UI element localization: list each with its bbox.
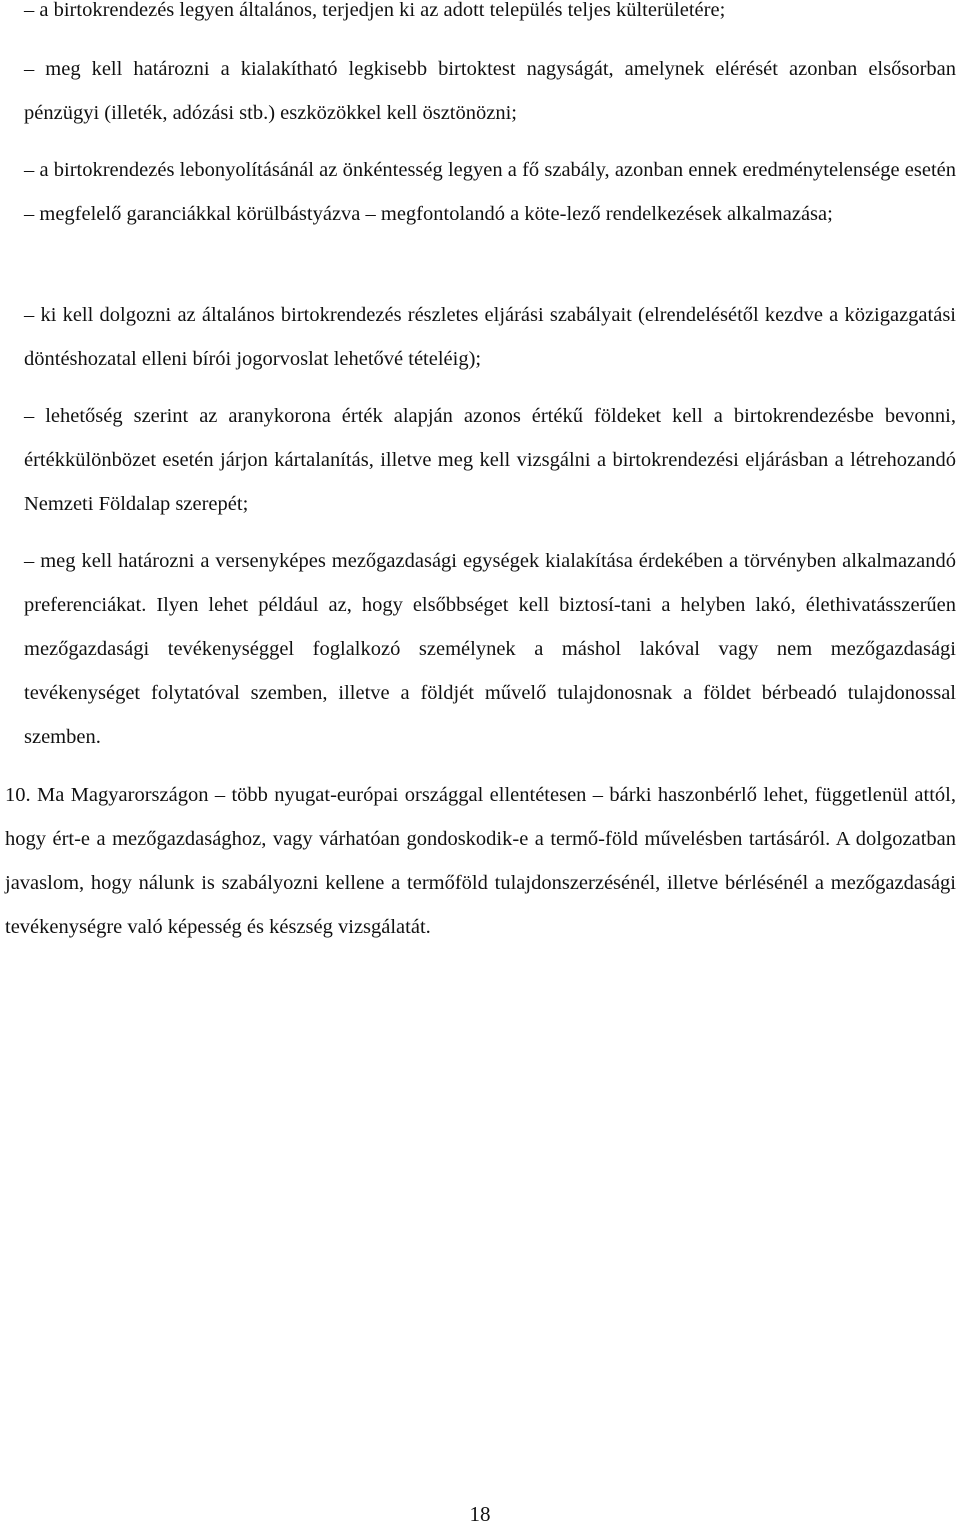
numbered-paragraph-10: 10. Ma Magyarországon – több nyugat-európai országgal ellentétesen – bárki haszonbérlő lehet, függetlenül attól, hogy ért-e a mezőgazdasághoz, vagy várhatóan gondoskodik-e a termő-föld művelésben tartásáról. A dolgozatban javaslom, hogy nálunk is szabályozni kellene a termőföld tulajdonszerzésénél, illetve bérlésénél a mezőgazdasági tevékenységre való képesség és készség vizsgálatát. — [5, 784, 956, 938]
bullet-paragraph-5: – lehetőség szerint az aranykorona érték alapján azonos értékű földeket kell a birtokrendezésbe bevonni, értékkülönbözet esetén járjon kártalanítás, illetve meg kell vizsgálni a birtokrendezési eljárásban a létrehozandó Nemzeti Földalap szerepét; — [24, 405, 956, 515]
bullet-paragraph-1: – a birtokrendezés legyen általános, terjedjen ki az adott település teljes külterületére; — [24, 0, 726, 21]
bullet-paragraph-2: – meg kell határozni a kialakítható legkisebb birtoktest nagyságát, amelynek elérését azonban elsősorban pénzügyi (illeték, adózási stb.) eszközökkel kell ösztönözni; — [24, 58, 956, 124]
bullet-paragraph-6: – meg kell határozni a versenyképes mezőgazdasági egységek kialakítása érdekében a törvényben alkalmazandó preferenciákat. Ilyen lehet például az, hogy elsőbbséget kell biztosí-tani a helyben lakó, élethivatásszerűen mezőgazdasági tevékenységgel foglalkozó személynek a máshol lakóval vagy nem mezőgazdasági tevékenységet folytatóval szemben, illetve a földjét művelő tulajdonosnak a földet bérbeadó tulajdonossal szemben. — [24, 550, 956, 748]
page-number: 18 — [469, 1502, 491, 1526]
bullet-paragraph-4: – ki kell dolgozni az általános birtokrendezés részletes eljárási szabályait (elrendelésétől kezdve a közigazgatási döntéshozatal elleni bírói jogorvoslat lehetővé tételéig); — [24, 304, 956, 370]
bullet-paragraph-3: – a birtokrendezés lebonyolításánál az önkéntesség legyen a fő szabály, azonban ennek eredménytelensége esetén – megfelelő garanciákkal körülbástyázva – megfontolandó a köte-lező rendelkezések alkalmazása; — [24, 159, 956, 225]
